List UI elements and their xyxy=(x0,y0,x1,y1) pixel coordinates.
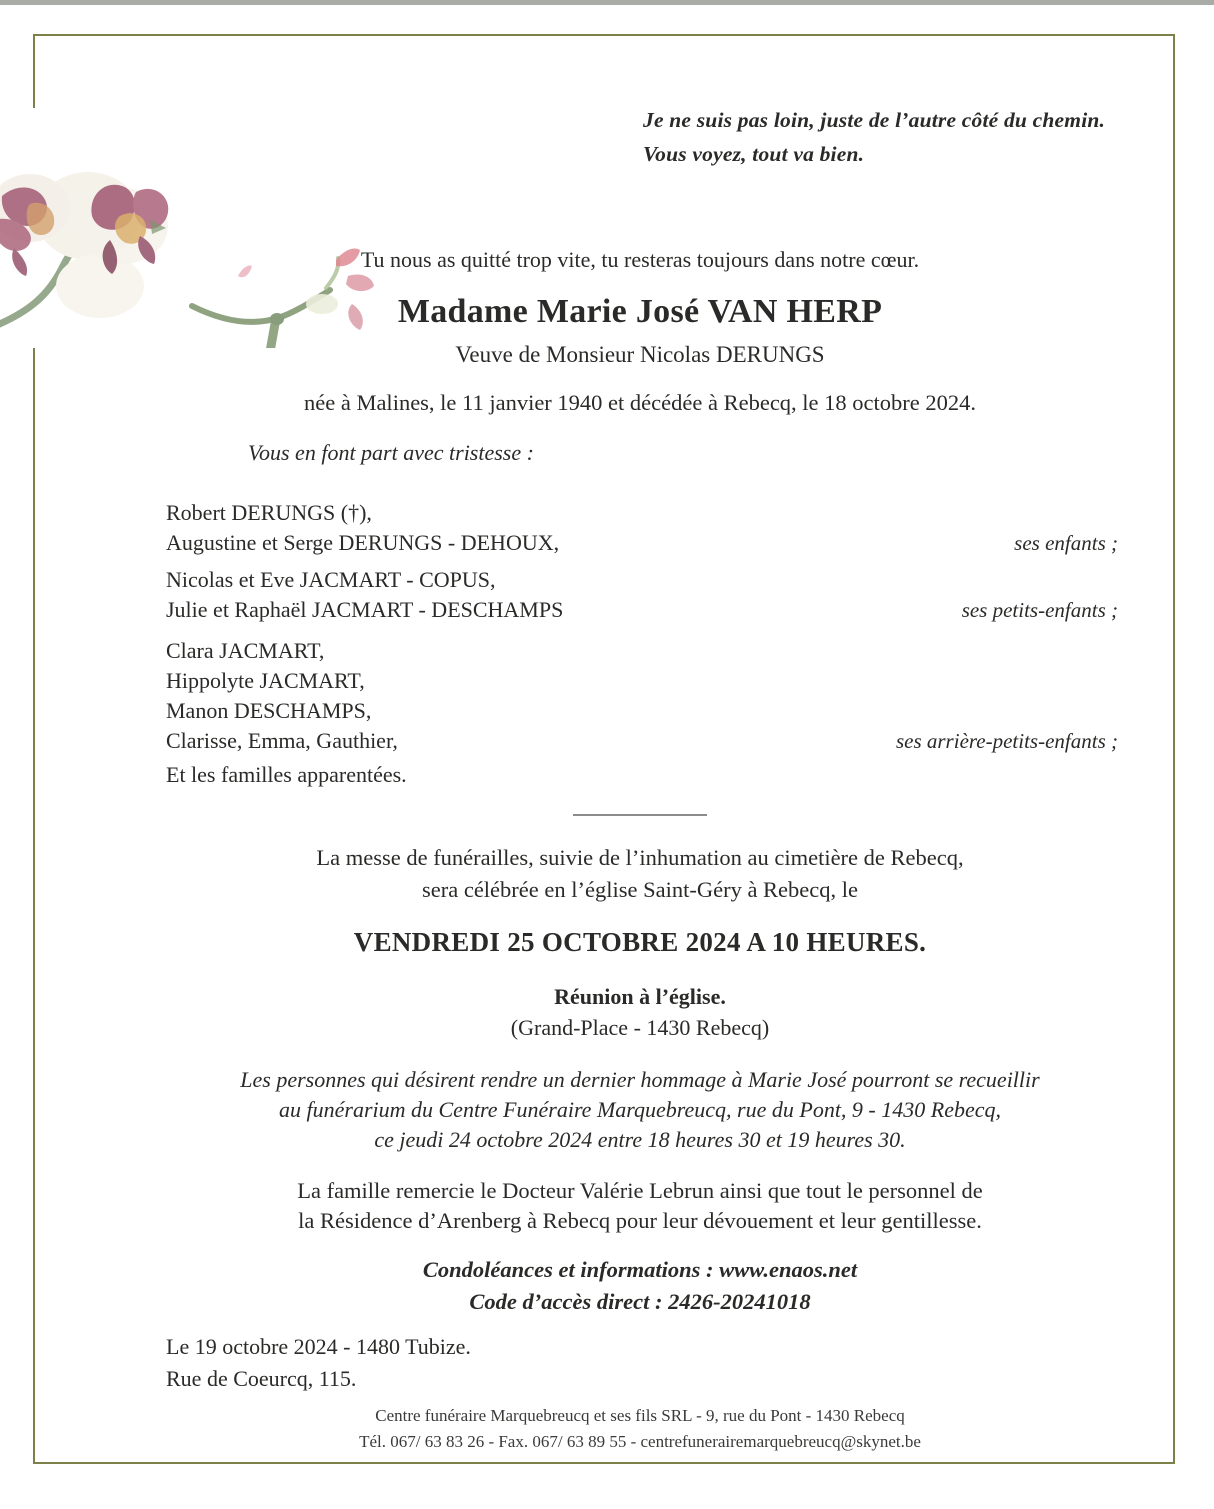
opening-quote xyxy=(643,103,1163,171)
deceased-name: Madame Marie José VAN HERP xyxy=(397,293,883,330)
thanks-line-1: La famille remercie le Docteur Valérie Lebrun ainsi que tout le personnel de xyxy=(297,1178,983,1203)
quote-line-2: Vous voyez, tout va bien. xyxy=(643,142,865,166)
deceased-subtitle: Veuve de Monsieur Nicolas DERUNGS xyxy=(455,342,825,367)
issue-date-line: Le 19 octobre 2024 - 1480 Tubize. xyxy=(166,1334,471,1359)
meeting-line: Réunion à l’église. xyxy=(554,984,726,1009)
access-code-line: Code d’accès direct : 2426-20241018 xyxy=(469,1289,811,1314)
ceremony-line-1: La messe de funérailles, suivie de l’inhumation au cimetière de Rebecq, xyxy=(316,845,964,870)
scan-edge-strip xyxy=(0,0,1214,5)
relation-label-greatgrandchildren: ses arrière-petits-enfants ; xyxy=(895,729,1118,753)
meeting-place: (Grand-Place - 1430 Rebecq) xyxy=(510,1015,770,1040)
family-line: Robert DERUNGS (†), xyxy=(166,500,372,525)
funeral-home-contact: Tél. 067/ 63 83 26 - Fax. 067/ 63 89 55 - centrefunerairemarquebreucq@skynet.be xyxy=(359,1432,921,1451)
family-line: Manon DESCHAMPS, xyxy=(166,698,372,723)
section-divider xyxy=(573,814,707,816)
quote-line-1: Je ne suis pas loin, juste de l’autre côté du chemin. xyxy=(643,108,1106,132)
visitation-line-1: Les personnes qui désirent rendre un dernier hommage à Marie José pourront se recueillir xyxy=(240,1067,1040,1092)
family-line: Augustine et Serge DERUNGS - DEHOUX, xyxy=(166,530,560,555)
family-group-children xyxy=(166,498,1118,558)
visitation-line-2: au funérarium du Centre Funéraire Marquebreucq, rue du Pont, 9 - 1430 Rebecq, xyxy=(279,1097,1001,1122)
thanks-line-2: la Résidence d’Arenberg à Rebecq pour leur dévouement et leur gentillesse. xyxy=(298,1208,982,1233)
intro-line: Tu nous as quitté trop vite, tu resteras toujours dans notre cœur. xyxy=(360,247,920,272)
life-dates: née à Malines, le 11 janvier 1940 et décédée à Rebecq, le 18 octobre 2024. xyxy=(303,390,977,415)
relation-label-grandchildren: ses petits-enfants ; xyxy=(961,598,1118,622)
visitation-line-3: ce jeudi 24 octobre 2024 entre 18 heures 30 et 19 heures 30. xyxy=(374,1127,906,1152)
family-line: Nicolas et Eve JACMART - COPUS, xyxy=(166,567,496,592)
related-families-line: Et les familles apparentées. xyxy=(166,762,407,787)
family-line: Clara JACMART, xyxy=(166,638,325,663)
ceremony-date: VENDREDI 25 OCTOBRE 2024 A 10 HEURES. xyxy=(353,927,927,957)
family-line: Hippolyte JACMART, xyxy=(166,668,365,693)
family-group-greatgrandchildren xyxy=(166,636,1118,756)
relation-label-children: ses enfants ; xyxy=(1014,531,1118,555)
family-group-grandchildren xyxy=(166,565,1118,625)
family-line: Julie et Raphaël JACMART - DESCHAMPS xyxy=(166,597,564,622)
funeral-home-address: Centre funéraire Marquebreucq et ses fils SRL - 9, rue du Pont - 1430 Rebecq xyxy=(375,1406,905,1425)
condolences-line: Condoléances et informations : www.enaos.net xyxy=(422,1257,858,1282)
ceremony-line-2: sera célébrée en l’église Saint-Géry à Rebecq, le xyxy=(421,877,859,902)
issue-address-line: Rue de Coeurcq, 115. xyxy=(166,1366,357,1391)
announce-intro: Vous en font part avec tristesse : xyxy=(248,440,534,465)
family-line: Clarisse, Emma, Gauthier, xyxy=(166,728,398,753)
